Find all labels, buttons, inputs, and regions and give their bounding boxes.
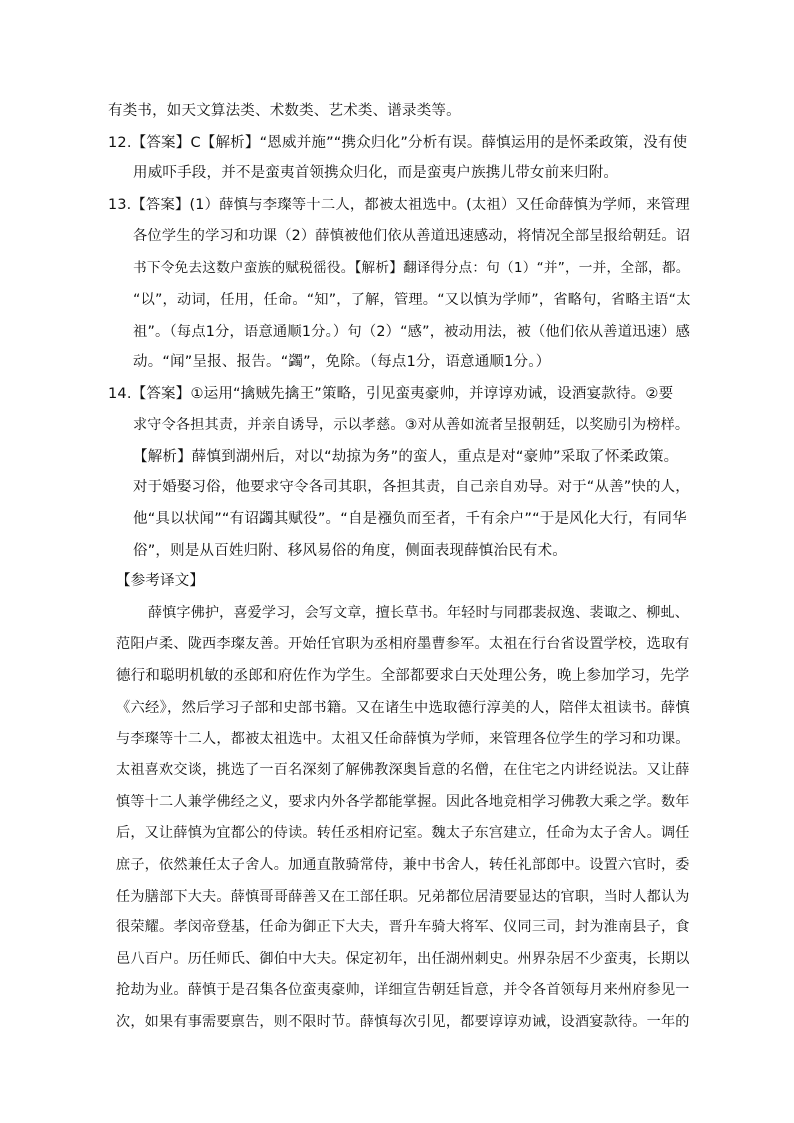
translation-line: 慎等十二人兼学佛经之义，要求内外各学都能掌握。因此各地竞相学习佛教大乘之学。数年 [116, 794, 690, 810]
translation-line: 抢劫为业。薛慎于是召集各位蛮夷豪帅，详细宣告朝廷旨意，并令各首领每月来州府参见一 [116, 982, 690, 998]
translation-line: 太祖喜欢交谈，挑选了一百名深刻了解佛教深奥旨意的名僧，在住宅之内讲经说法。又让薛 [116, 762, 690, 778]
translation-line: 《六经》，然后学习子部和史部书籍。又在诸生中选取德行淳美的人，陪伴太祖读书。薛慎 [116, 700, 690, 716]
text-line: 求守令各担其责，并亲自诱导，示以孝慈。③对从善如流者呈报朝廷，以奖励引为榜样。 [133, 417, 690, 433]
translation-line: 德行和聪明机敏的丞郎和府佐作为学生。全部都要求白天处理公务，晚上参加学习，先学 [116, 668, 690, 684]
text-line: 动。“闻”呈报、报告。“蠲”，免除。（每点1分，语意通顺1分。） [133, 354, 551, 370]
translation-line: 薛慎字佛护，喜爱学习，会写文章，擅长草书。年轻时与同郡裴叔逸、裴诹之、柳虬、 [148, 605, 690, 621]
text-line: 他“具以状闻”“有诏蠲其赋役”。“自是襁负而至者，千有余户”“于是风化大行，有同华 [133, 511, 687, 527]
text-line: 各位学生的学习和功课（2）薛慎被他们依从善道迅速感动，将情况全部呈报给朝廷。诏 [133, 228, 691, 244]
text-line: 【解析】薛慎到湖州后，对以“劫掠为务”的蛮人，重点是对“豪帅”采取了怀柔政策。 [133, 449, 679, 465]
translation-line: 邑八百户。历任师氏、御伯中大夫。保定初年，出任湖州刺史。州界杂居不少蛮夷，长期以 [116, 951, 690, 967]
translation-line: 庶子，依然兼任太子舍人。加通直散骑常侍，兼中书舍人，转任礼部郎中。设置六官时，委 [116, 857, 690, 873]
answer-13-line: 13.【答案】(1）薛慎与李璨等十二人，都被太祖选中。(太祖）又任命薛慎为学师，来管理 [108, 197, 690, 213]
reference-translation-heading: 【参考译文】 [116, 573, 205, 589]
answer-14-line: 14.【答案】①运用“擒贼先擒王”策略，引见蛮夷豪帅，并谆谆劝诫，设酒宴款待。②要 [108, 386, 674, 402]
text-line: 俗”，则是从百姓归附、移风易俗的角度，侧面表现薛慎治民有术。 [133, 543, 568, 559]
text-line: 用威吓手段，并不是蛮夷首领携众归化，而是蛮夷户族携儿带女前来归附。 [133, 165, 619, 181]
text-line: 祖”。（每点1分，语意通顺1分。）句（2）“感”，被动用法，被（他们依从善道迅速）感 [133, 324, 691, 340]
translation-line: 后，又让薛慎为宜都公的侍读。转任丞相府记室。魏太子东宫建立，任命为太子舍人。调任 [116, 825, 690, 841]
translation-line: 次，如果有事需要禀告，则不限时节。薛慎每次引见，都要谆谆劝诫，设酒宴款待。一年的 [116, 1014, 690, 1030]
text-line: 书下令免去这数户蛮族的赋税徭役。【解析】翻译得分点：句（1）“并”，一并，全部，都。 [133, 260, 690, 276]
translation-line: 很荣耀。孝闵帝登基，任命为御正下大夫，晋升车骑大将军、仪同三司，封为淮南县子，食 [116, 919, 690, 935]
translation-line: 与李璨等十二人，都被太祖选中。太祖又任命薛慎为学师，来管理各位学生的学习和功课。 [116, 731, 690, 747]
translation-line: 范阳卢柔、陇西李璨友善。开始任官职为丞相府墨曹参军。太祖在行台省设置学校，选取有 [116, 636, 690, 652]
text-line: 对于婚娶习俗，他要求守令各司其职，各担其责，自己亲自劝导。对于“从善”快的人， [133, 479, 690, 495]
text-line: 有类书，如天文算法类、术数类、艺术类、谱录类等。 [108, 103, 461, 119]
text-line: “以”，动词，任用，任命。“知”，了解，管理。“又以慎为学师”，省略句，省略主语“太 [133, 292, 691, 308]
translation-line: 任为膳部下大夫。薛慎哥哥薛善又在工部任职。兄弟都位居清要显达的官职，当时人都认为 [116, 889, 690, 905]
answer-12-line: 12.【答案】C【解析】“恩威并施”“携众归化”分析有误。薛慎运用的是怀柔政策，没有使 [108, 135, 688, 151]
